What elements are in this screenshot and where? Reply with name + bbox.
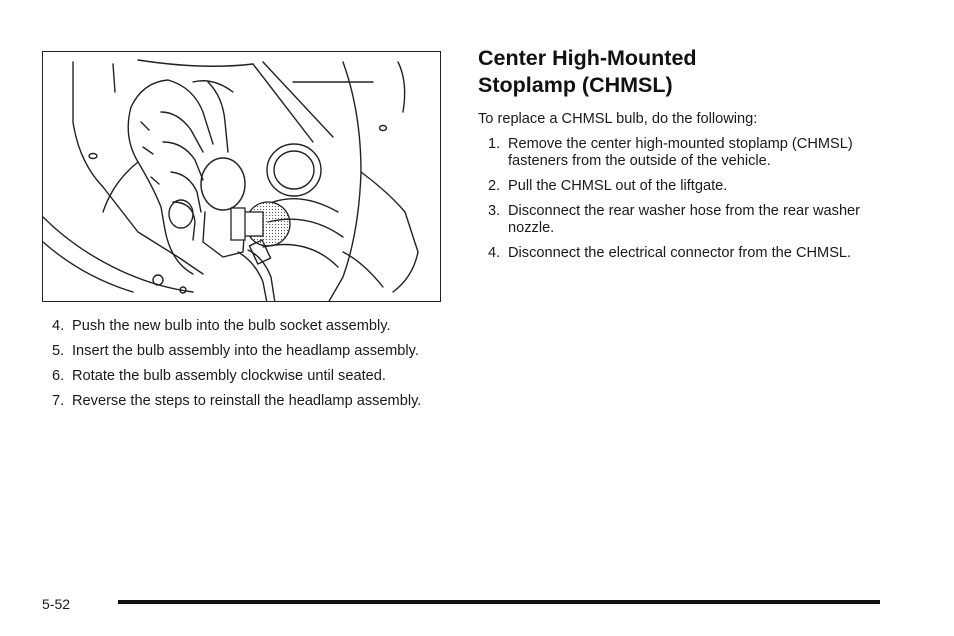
step-text: Disconnect the rear washer hose from the rear washer nozzle. (508, 203, 861, 236)
step-text: Pull the CHMSL out of the liftgate. (508, 178, 728, 194)
list-item (478, 178, 898, 195)
step-text: Rotate the bulb assembly clockwise until seated. (72, 368, 386, 384)
list-item (478, 245, 898, 262)
step-text: Push the new bulb into the bulb socket assembly. (72, 318, 391, 334)
step-number: 5. (52, 343, 65, 359)
page-number: 5-52 (42, 596, 71, 612)
section-heading-line2: Stoplamp (CHMSL) (478, 73, 673, 97)
list-item (478, 136, 898, 170)
list-item (42, 318, 442, 335)
list-item (42, 343, 442, 360)
step-number: 7. (52, 393, 65, 409)
bulb-replacement-illustration (42, 51, 441, 302)
step-text: Remove the center high-mounted stoplamp (CHMSL) fasteners from the outside of the vehicle. (508, 136, 853, 169)
footer-rule (118, 600, 880, 604)
step-text: Insert the bulb assembly into the headlamp assembly. (72, 343, 419, 359)
step-number: 1. (488, 136, 501, 152)
step-number: 4. (488, 245, 501, 261)
list-item (42, 393, 442, 410)
step-number: 2. (488, 178, 501, 194)
step-number: 4. (52, 318, 65, 334)
step-text: Reverse the steps to reinstall the headlamp assembly. (72, 393, 422, 409)
step-number: 3. (488, 203, 501, 219)
right-steps-list (478, 136, 898, 270)
step-number: 6. (52, 368, 65, 384)
section-heading (478, 45, 697, 99)
list-item (42, 368, 442, 385)
section-heading-line1: Center High-Mounted (478, 46, 697, 70)
section-intro: To replace a CHMSL bulb, do the following: (478, 111, 758, 127)
step-text: Disconnect the electrical connector from the CHMSL. (508, 245, 852, 261)
left-steps-list (42, 318, 442, 418)
list-item (478, 203, 898, 237)
hand-inserting-bulb-icon (43, 52, 441, 302)
